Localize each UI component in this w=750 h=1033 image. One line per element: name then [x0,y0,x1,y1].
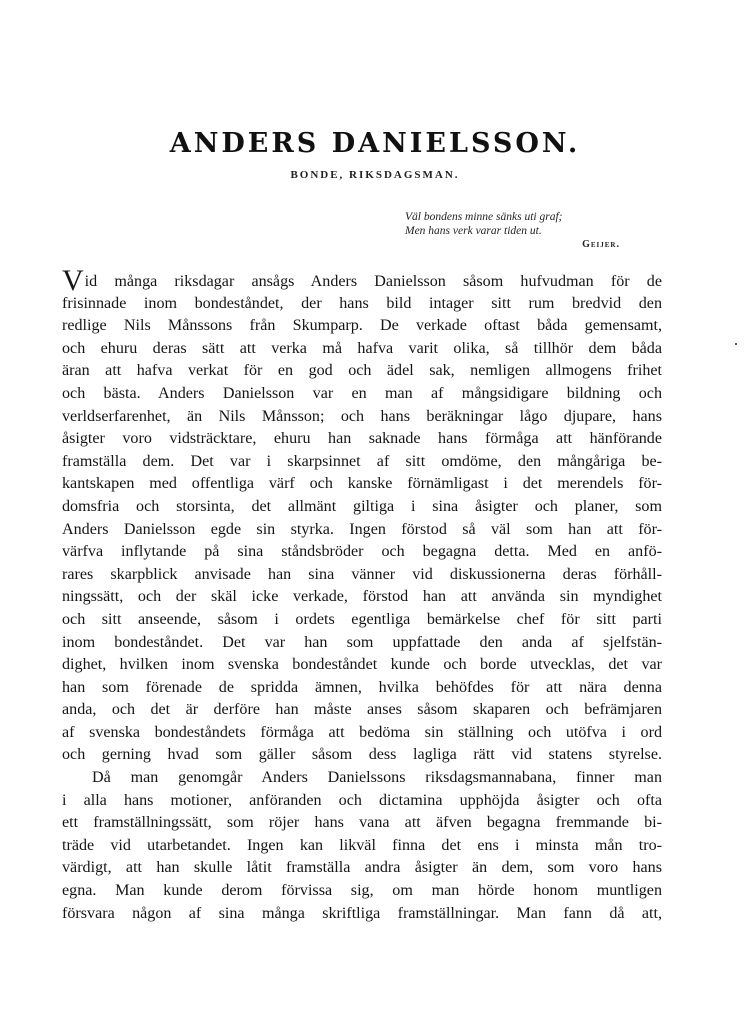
text-line: träde vid utarbetandet. Ingen kan likväl finna det ens i minsta mån tro- [62,836,662,854]
text-line: i alla hans motioner, anföranden och dictamina upphöjda åsigter och ofta [62,791,662,809]
text-line: anda, och det är derföre han måste anses såsom skaparen och befrämjaren [62,701,662,719]
text-line: verldserfarenhet, än Nils Månsson; och hans beräkningar lågo djupare, hans [62,407,662,425]
text-line: egna. Man kunde derom förvissa sig, om man hörde honom muntligen [62,882,662,900]
text-line: och ehuru deras sätt att verka må hafva varit olika, så tillhör dem båda [62,339,662,357]
text-line: redlige Nils Månssons från Skumparp. De verkade oftast båda gemensamt, [62,317,662,335]
text-line: Vid många riksdagar ansågs Anders Danielsson såsom hufvudman för de [62,264,662,297]
text-line: värfva inflytande på sina ståndsbröder och begagna detta. Med en anfö- [62,543,662,561]
page-title: ANDERS DANIELSSON. [169,128,581,159]
drop-cap: V [62,264,84,297]
epigraph-line: Men hans verk varar tiden ut. [405,225,542,237]
text-line: frisinnade inom bondeståndet, der hans bild intager sitt rum bredvid den [62,294,662,312]
text-line: värdigt, att han skulle låtit framställa andra åsigter än dem, som voro hans [62,859,662,877]
text-line: ningssätt, och der skäl icke verkade, förstod han att använda sin myndighet [62,588,662,606]
epigraph-author: Geijer. [582,239,620,250]
text-line: af svenska bondeståndets förmåga att bedöma sin ställning och utöfva i ord [62,723,662,741]
text-line: han som förenade de spridda ämnen, hvilka behöfdes för att nära denna [62,678,662,696]
text-line: inom bondeståndet. Det var han som uppfattade den anda af sjelfstän- [62,633,662,651]
text-line: och sitt anseende, såsom i ordets egentliga bemärkelse chef för sitt parti [62,610,662,628]
text-line: framställa dem. Det var i skarpsinnet af sitt omdöme, den mångåriga be- [62,452,662,470]
text-line: rares skarpblick anvisade han sina vänner vid diskussionerna deras förhåll- [62,565,662,583]
text-line: försvara någon af sina många skriftliga framställningar. Man fann då att, [62,904,662,922]
text-line: Anders Danielsson egde sin styrka. Ingen förstod så väl som han att för- [62,520,662,538]
text-line: dighet, hvilken inom svenska bondeståndet kunde och borde utvecklas, det var [62,656,662,674]
text-line: och gerning hvad som gäller såsom dess lagliga rätt vid statens styrelse. [62,746,662,764]
text-line: ett framställningssätt, som röjer hans vana att äfven begagna fremmande bi- [62,814,662,832]
text-line: åsigter voro vidsträcktare, ehuru han saknade hans förmåga att hänförande [62,430,662,448]
epigraph [405,210,655,238]
margin-speck [735,343,737,345]
body-text [62,264,662,925]
text-line: och bästa. Anders Danielsson var en man af mångsidigare bildning och [62,384,662,402]
text-line: äran att hafva verkat för en god och ädel sak, nemligen allmogens frihet [62,362,662,380]
page-subtitle: BONDE, RIKSDAGSMAN. [290,169,460,181]
epigraph-line: Väl bondens minne sänks uti graf; [405,211,563,223]
text-line: Då man genomgår Anders Danielssons riksdagsmannabana, finner man [92,769,662,787]
text-line: kantskapen med offentliga värf och kanske förnämligast i det merendels för- [62,475,662,493]
text-line: domsfria och storsinta, det allmänt giltiga i sina åsigter och planer, som [62,497,662,515]
